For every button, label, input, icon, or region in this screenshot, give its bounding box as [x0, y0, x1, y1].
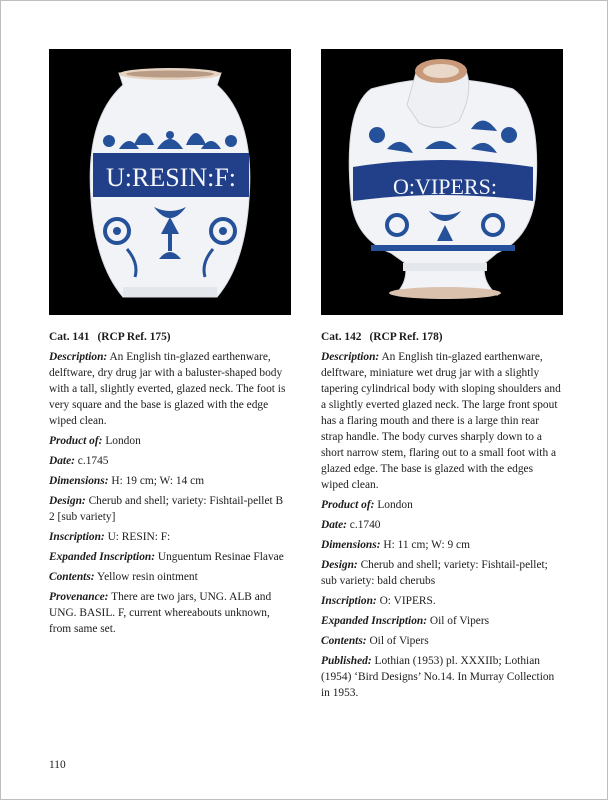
- field-label: Design:: [49, 495, 86, 507]
- field-label: Dimensions:: [321, 539, 381, 551]
- field-value: London: [105, 435, 141, 447]
- field-label: Published:: [321, 655, 372, 667]
- field-label: Description:: [321, 351, 380, 363]
- field-label: Provenance:: [49, 591, 109, 603]
- field-expanded-inscription: [321, 613, 563, 629]
- field-label: Product of:: [321, 499, 375, 511]
- field-value: Oil of Vipers: [429, 615, 490, 627]
- field-label: Description:: [49, 351, 108, 363]
- field-label: Inscription:: [49, 531, 105, 543]
- jar-photo-142: [321, 49, 563, 315]
- field-dimensions: [321, 537, 563, 553]
- page-number: 110: [49, 759, 66, 771]
- field-label: Contents:: [321, 635, 367, 647]
- field-date: [49, 453, 291, 469]
- field-contents: [321, 633, 563, 649]
- field-label: Date:: [321, 519, 347, 531]
- field-value: There are two jars, UNG. ALB and UNG. BASIL. F, current whereabouts unknown, from same set.: [49, 591, 272, 635]
- field-value: O: VIPERS.: [379, 595, 436, 607]
- field-inscription: [321, 593, 563, 609]
- field-date: [321, 517, 563, 533]
- field-dimensions: [49, 473, 291, 489]
- field-product-of: [321, 497, 563, 513]
- field-value: c.1740: [349, 519, 381, 531]
- cat-number: Cat. 142: [321, 331, 362, 343]
- field-value: U: RESIN: F:: [107, 531, 171, 543]
- field-label: Product of:: [49, 435, 103, 447]
- field-value: London: [377, 499, 413, 511]
- field-description: [321, 349, 563, 493]
- field-value: An English tin-glazed earthenware, delftware, dry drug jar with a baluster-shaped body with a tall, slightly everted, glazed neck. The foot is very square and the base is glazed with the edge wiped clean.: [49, 351, 286, 427]
- field-published: [321, 653, 563, 701]
- field-value: c.1745: [77, 455, 109, 467]
- catalogue-entry-142: [321, 49, 563, 705]
- catalogue-number: [321, 329, 563, 345]
- cat-number: Cat. 141: [49, 331, 90, 343]
- catalogue-entry-141: [49, 49, 291, 641]
- field-inscription: [49, 529, 291, 545]
- field-label: Date:: [49, 455, 75, 467]
- rcp-ref: (RCP Ref. 175): [97, 331, 171, 343]
- field-provenance: [49, 589, 291, 637]
- entry-text-141: [49, 329, 291, 637]
- jar-inscription-142: O:VIPERS:: [393, 174, 497, 199]
- field-value: H: 11 cm; W: 9 cm: [383, 539, 470, 551]
- field-label: Contents:: [49, 571, 95, 583]
- field-contents: [49, 569, 291, 585]
- jar-inscription-141: U:RESIN:F:: [105, 163, 237, 192]
- field-value: H: 19 cm; W: 14 cm: [111, 475, 205, 487]
- entry-text-142: [321, 329, 563, 701]
- field-description: [49, 349, 291, 429]
- field-value: Unguentum Resinae Flavae: [157, 551, 284, 563]
- rcp-ref: (RCP Ref. 178): [369, 331, 443, 343]
- field-label: Expanded Inscription:: [321, 615, 428, 627]
- jar-photo-141: [49, 49, 291, 315]
- field-value: Yellow resin ointment: [97, 571, 198, 583]
- field-label: Dimensions:: [49, 475, 109, 487]
- field-value: Cherub and shell; variety: Fishtail-pellet; sub variety: bald cherubs: [321, 559, 548, 587]
- field-value: Oil of Vipers: [369, 635, 429, 647]
- field-product-of: [49, 433, 291, 449]
- field-design: [49, 493, 291, 525]
- field-value: Cherub and shell; variety: Fishtail-pellet B 2 [sub variety]: [49, 495, 284, 523]
- field-label: Design:: [321, 559, 358, 571]
- field-value: Lothian (1953) pl. XXXIIb; Lothian (1954) ‘Bird Designs’ No.14. In Murray Collection in 1953.: [321, 655, 555, 699]
- field-value: An English tin-glazed earthenware, delftware, miniature wet drug jar with a slightly tapering cylindrical body with sloping shoulders and a slightly everted glazed neck. The large front spout has a flaring mouth and there is a large thin rear strap handle. The body curves sharply down to a short narrow stem, flaring out to a small foot with a glazed edge. The base is glazed with the edges wiped clean.: [321, 351, 561, 491]
- field-label: Inscription:: [321, 595, 377, 607]
- field-design: [321, 557, 563, 589]
- field-expanded-inscription: [49, 549, 291, 565]
- field-label: Expanded Inscription:: [49, 551, 156, 563]
- catalogue-number: [49, 329, 291, 345]
